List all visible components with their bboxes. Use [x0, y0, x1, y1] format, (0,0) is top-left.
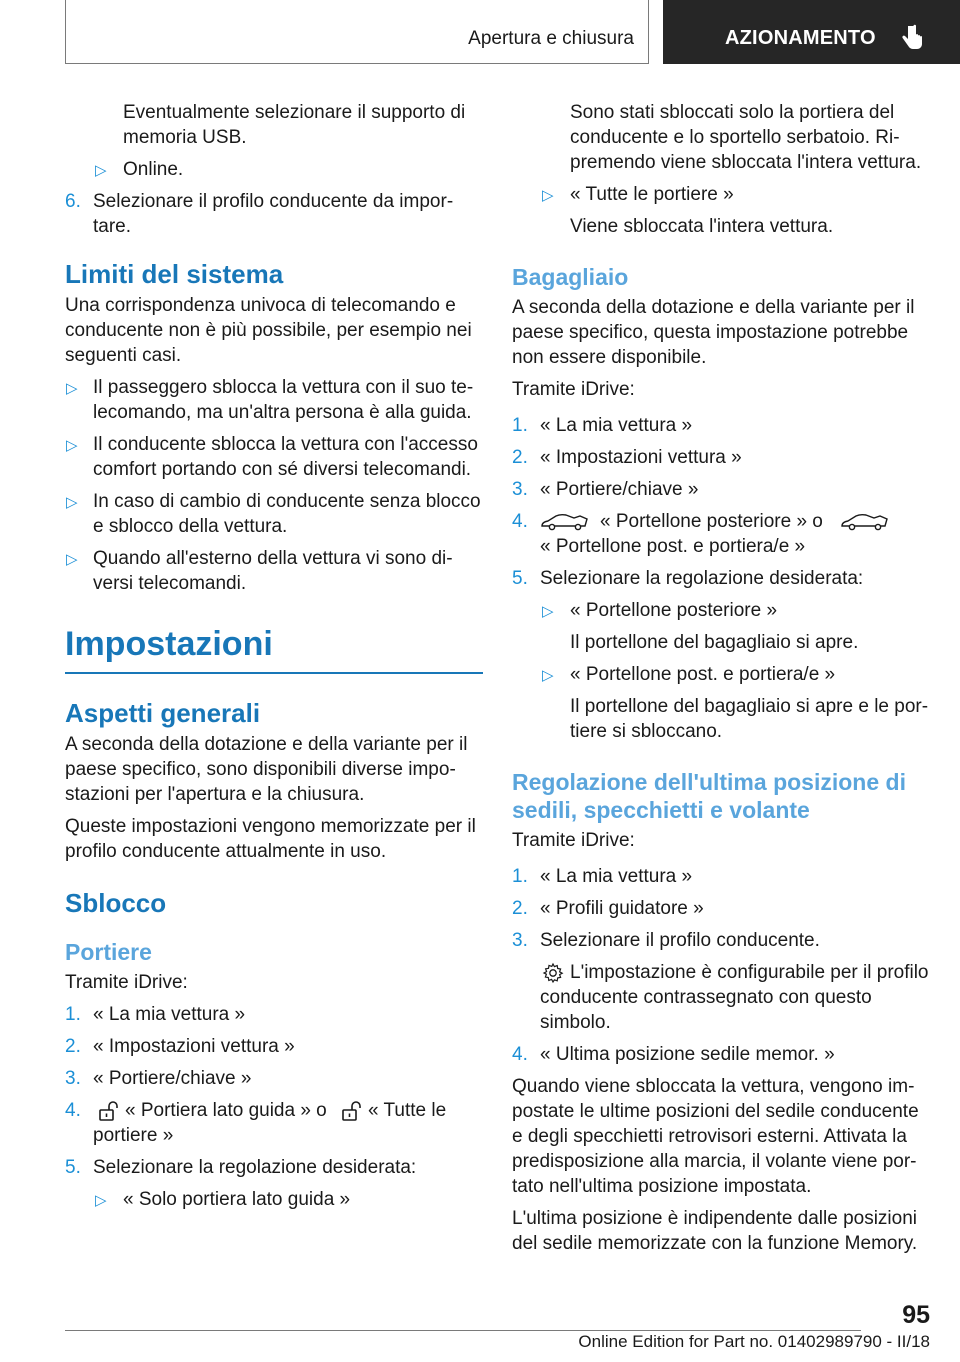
list-item: ▷ Online. — [65, 157, 483, 182]
triangle-bullet-icon: ▷ — [66, 437, 78, 454]
triangle-bullet-icon: ▷ — [95, 1192, 107, 1209]
limits-text: Una corrispondenza univoca di telecomando e conducente non è più possibile, per esempio nei seguenti casi. — [65, 295, 472, 366]
header-section-box — [65, 0, 649, 64]
triangle-bullet-icon: ▷ — [95, 162, 107, 179]
header-chapter-tab — [663, 0, 960, 64]
last-position-heading: Regolazione dell'ultima posizione di sedili, specchietti e volante — [512, 769, 906, 823]
unlocked-padlock-icon — [340, 1100, 362, 1122]
sub-item: ▷ « Tutte le portiere » — [512, 182, 930, 207]
footer-divider — [65, 1330, 861, 1331]
triangle-bullet-icon: ▷ — [66, 380, 78, 397]
page-number: 95 — [902, 1301, 930, 1329]
settings-heading: Impostazioni — [65, 622, 483, 674]
intro-text: Eventualmente selezionare il supporto di memoria USB. — [123, 102, 466, 148]
idrive-label: Tramite iDrive: — [512, 379, 635, 400]
left-column — [65, 100, 483, 1219]
sub-description: Il portellone del bagagliaio si apre e le portiere si sbloccano. — [570, 696, 929, 742]
final-paragraph-1: Quando viene sbloccata la vettura, vengono impostate le ultime posizioni del sedile conducente e degli specchietti retrovisori esterni. Attivata la predisposizione alla marcia, il volante viene portato nell'ultima posizione impostata. — [512, 1076, 919, 1197]
step-item: 3. « Portiere/chiave » — [512, 479, 699, 500]
final-paragraph-2: L'ultima posizione è indipendente dalle posizioni del sedile memorizzate con la funzione Memory. — [512, 1208, 918, 1254]
trunk-heading: Bagagliaio — [512, 264, 629, 290]
general-paragraph-2: Queste impostazioni vengono memorizzate per il profilo conducente attualmente in uso. — [65, 816, 476, 862]
header-section-title: Apertura e chiusura — [468, 28, 634, 49]
triangle-bullet-icon: ▷ — [66, 494, 78, 511]
trunk-paragraph: A seconda della dotazione e della variante per il paese specifico, questa impostazione potrebbe non essere disponibile. — [512, 297, 915, 368]
sub-item: ▷ « Solo portiera lato guida » — [65, 1187, 483, 1212]
footer-edition: Online Edition for Part no. 01402989790 - II/18 — [578, 1332, 930, 1351]
car-trunk-icon — [840, 512, 890, 532]
unlocked-padlock-icon — [97, 1100, 119, 1122]
triangle-bullet-icon: ▷ — [66, 551, 78, 568]
limits-heading: Limiti del sistema — [65, 259, 284, 289]
step-item: 5. Selezionare la regolazione desiderata: — [512, 568, 864, 589]
general-heading: Aspetti generali — [65, 698, 261, 728]
triangle-bullet-icon: ▷ — [542, 187, 554, 204]
sub-description: Sono stati sbloccati solo la portiera del conducente e lo sportello serbatoio. Ripremendo viene sbloccata l'intera vettura. — [570, 102, 922, 173]
list-item: ▷ Il passeggero sblocca la vettura con il suo telecomando, ma un'altra persona è alla guida. — [66, 377, 474, 423]
step-item: 2. « Profili guidatore » — [512, 898, 704, 919]
sub-description: Viene sbloccata l'intera vettura. — [570, 216, 834, 237]
step-item: 5. Selezionare la regolazione desiderata: — [65, 1157, 417, 1178]
page-header — [0, 0, 960, 66]
step-6: 6. Selezionare il profilo conducente da importare. — [65, 191, 454, 237]
car-trunk-icon — [540, 512, 590, 532]
general-paragraph-1: A seconda della dotazione e della variante per il paese specifico, sono disponibili diverse impostazioni per l'apertura e la chiusura. — [65, 734, 468, 805]
doors-heading: Portiere — [65, 939, 152, 965]
step-item: 2. « Impostazioni vettura » — [65, 1036, 295, 1057]
right-column — [512, 100, 930, 1263]
step-item: 2. « Impostazioni vettura » — [512, 447, 742, 468]
step-item: 4. « Portellone posteriore » o « Portellone post. e portiera/e » — [512, 509, 930, 559]
step-item: 3. « Portiere/chiave » — [65, 1068, 252, 1089]
hand-pointer-icon — [900, 24, 924, 54]
sub-description: Il portellone del bagagliaio si apre. — [570, 632, 859, 653]
step-item: 4. « Ultima posizione sedile memor. » — [512, 1044, 835, 1065]
idrive-label: Tramite iDrive: — [65, 972, 188, 993]
list-item: ▷ Quando all'esterno della vettura vi sono diversi telecomandi. — [66, 548, 453, 594]
triangle-bullet-icon: ▷ — [542, 667, 554, 684]
gear-icon — [542, 962, 564, 984]
step-item: 1. « La mia vettura » — [512, 866, 693, 887]
unlock-heading: Sblocco — [65, 888, 167, 918]
list-item: ▷ Il conducente sblocca la vettura con l'accesso comfort portando con sé diversi telecomandi. — [66, 434, 478, 480]
list-item: ▷ In caso di cambio di conducente senza blocco e sblocco della vettura. — [66, 491, 481, 537]
idrive-label: Tramite iDrive: — [512, 830, 635, 851]
step-item: 1. « La mia vettura » — [512, 415, 693, 436]
step-item: 4. « Portiera lato guida » o « Tutte le portiere » — [65, 1100, 447, 1146]
sub-item: ▷ « Portellone posteriore » — [512, 598, 930, 623]
step-item: 1. « La mia vettura » — [65, 1004, 246, 1025]
sub-item: ▷ « Portellone post. e portiera/e » — [512, 662, 930, 687]
step-item: 3. Selezionare il profilo conducente. — [512, 930, 820, 951]
triangle-bullet-icon: ▷ — [542, 603, 554, 620]
header-chapter-label: AZIONAMENTO — [725, 27, 876, 49]
config-note: L'impostazione è configurabile per il profilo conducente contrassegnato con questo simbolo. — [540, 962, 929, 1033]
